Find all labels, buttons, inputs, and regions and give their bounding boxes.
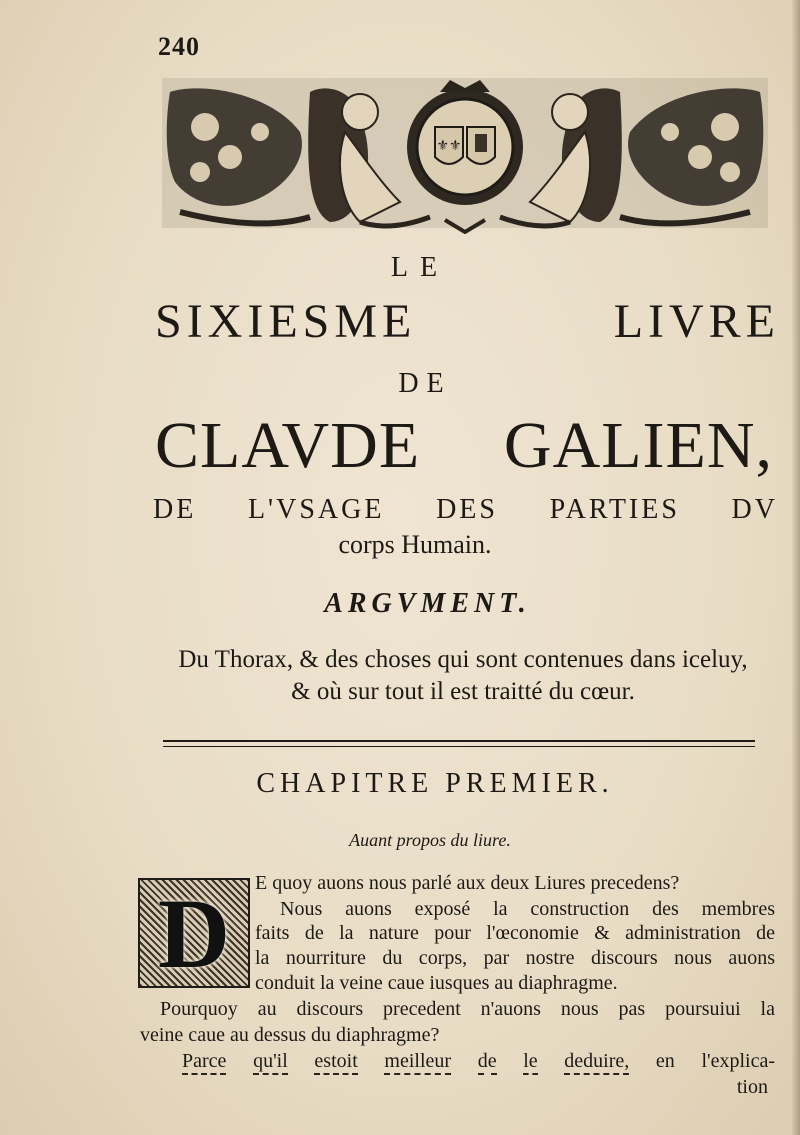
body-line-2: Nous auons exposé la construction des membres (280, 898, 775, 920)
body-line-7: veine caue au dessus du diaphragme? (140, 1024, 440, 1046)
heading-work-title: DE L'VSAGE DES PARTIES DV (153, 494, 778, 525)
body-word: en (655, 1050, 675, 1072)
body-word: meilleur (384, 1050, 451, 1075)
body-line-8 (182, 1050, 775, 1075)
heading-work-title-continued: corps Humain. (338, 530, 492, 559)
heading-book-number: SIXIESME LIVRE (155, 295, 780, 348)
decorated-initial (138, 878, 250, 988)
heading-line-le: LE (390, 252, 450, 283)
body-line-5: conduit la veine caue iusques au diaphragme. (255, 972, 618, 994)
chapter-subtitle: Auant propos du liure. (349, 830, 511, 850)
body-word: estoit (314, 1050, 357, 1075)
argument-text-line-1: Du Thorax, & des choses qui sont contenues dans iceluy, (178, 646, 748, 673)
argument-text-line-2: & où sur tout il est traitté du cœur. (291, 678, 635, 705)
argument-title: ARGVMENT. (324, 588, 531, 619)
body-line-4: la nourriture du corps, par nostre discours nous auons (255, 947, 775, 969)
body-word: l'explica- (701, 1050, 776, 1072)
body-line-3: faits de la nature pour l'œconomie & administration de (255, 922, 775, 944)
decorated-initial-letter: D (157, 878, 231, 989)
body-word: le (523, 1050, 537, 1075)
body-line-9: tion (736, 1076, 768, 1098)
chapter-title: CHAPITRE PREMIER. (256, 768, 614, 799)
body-word: de (478, 1050, 497, 1075)
body-word: Parce (182, 1050, 226, 1075)
svg-text:⚜⚜: ⚜⚜ (436, 138, 462, 154)
body-word: qu'il (253, 1050, 288, 1075)
body-line-6: Pourquoy au discours precedent n'auons nous pas poursuiui la (160, 998, 775, 1020)
page-number: 240 (158, 32, 200, 61)
section-divider (163, 740, 755, 747)
body-word: deduire, (564, 1050, 629, 1075)
body-line-1: E quoy auons nous parlé aux deux Liures precedens? (255, 872, 680, 894)
heading-line-de: DE (398, 368, 452, 399)
decorative-headpiece (160, 72, 770, 234)
heading-author: CLAVDE GALIEN, (155, 409, 773, 482)
